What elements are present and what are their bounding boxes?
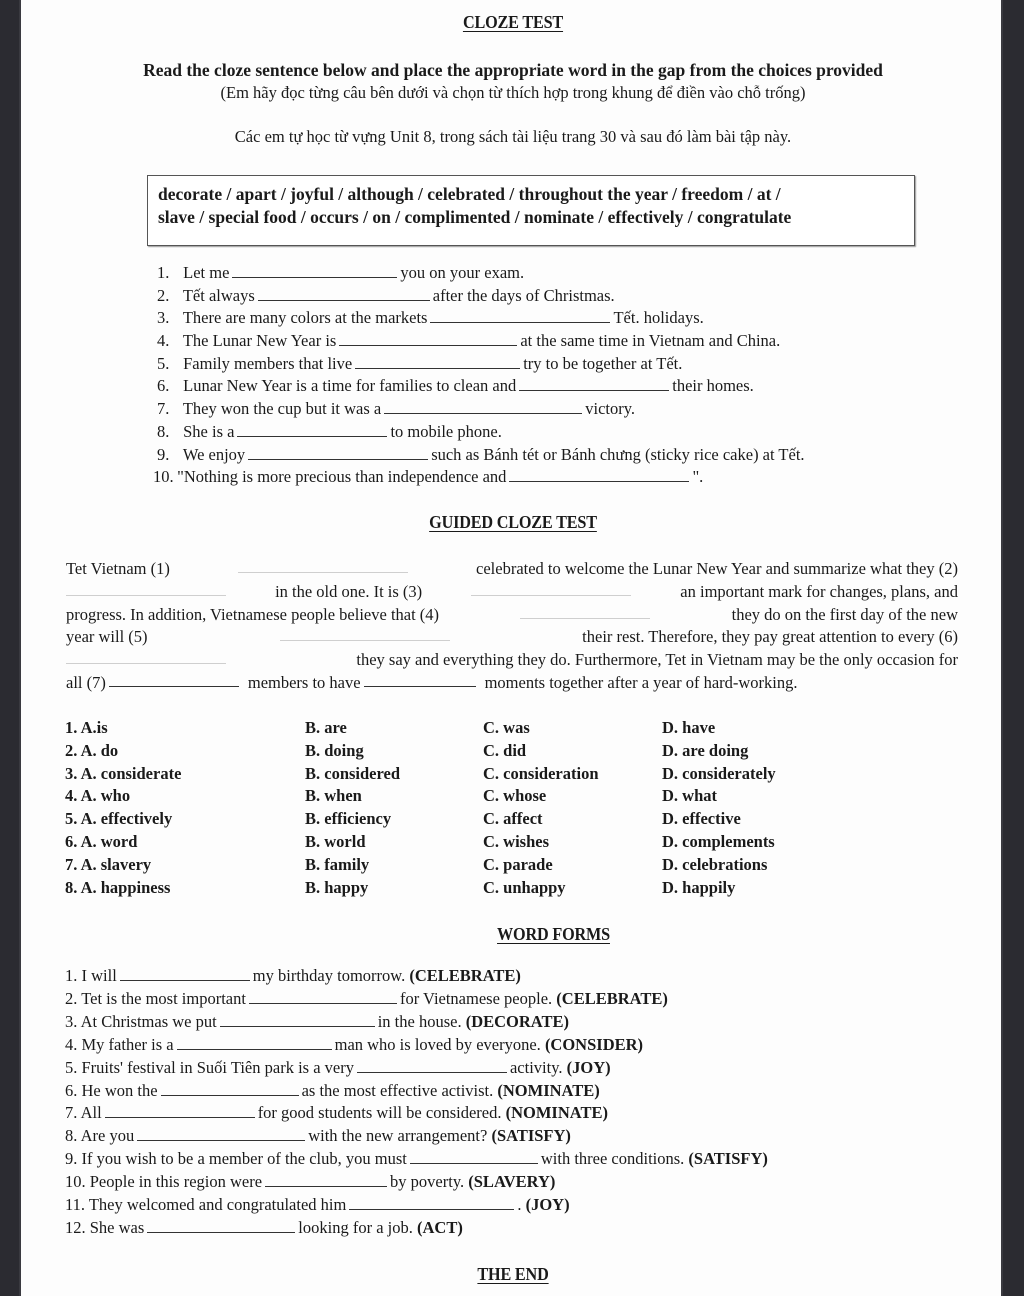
cloze-question	[157, 330, 805, 353]
the-end-label: THE END	[477, 1264, 549, 1284]
option-6-a[interactable]: 6. A. word	[65, 832, 138, 851]
option-3-d[interactable]: D. considerately	[662, 763, 776, 783]
option-8-a[interactable]: 8. A. happiness	[65, 877, 171, 897]
question-text-before: Tết always	[182, 285, 255, 305]
item-text-before: 5. Fruits' festival in Suối Tiên park is a very	[65, 1057, 354, 1077]
option-1-d[interactable]: D. have	[662, 718, 716, 737]
option-4-d[interactable]: D. what	[662, 786, 718, 806]
question-text-after: victory.	[585, 399, 636, 419]
option-6-b[interactable]: B. world	[305, 832, 366, 851]
answer-blank[interactable]	[509, 467, 689, 482]
question-text-before: "Nothing is more precious than independence and	[177, 467, 507, 487]
instruction-vi: (Em hãy đọc từng câu bên dưới và chọn từ thích hợp trong khung để điền vào chỗ trống)	[220, 83, 806, 102]
item-text-before: 11. They welcomed and congratulated him	[65, 1195, 347, 1214]
para-text: celebrated to welcome the Lunar New Year and summarize what they (2)	[476, 559, 958, 578]
root-word: (NOMINATE)	[505, 1103, 608, 1123]
item-text-before: 6. He won the	[65, 1080, 158, 1100]
root-word: (CELEBRATE)	[409, 966, 521, 985]
item-text-after: by poverty.	[390, 1172, 465, 1192]
item-text-after: with three conditions.	[540, 1149, 685, 1169]
question-text-after: their homes.	[672, 376, 754, 396]
answer-blank[interactable]	[232, 263, 397, 278]
root-word: (CELEBRATE)	[556, 988, 668, 1008]
cloze-question	[157, 444, 805, 467]
para-text: progress. In addition, Vietnamese people believe that (4)	[66, 604, 440, 624]
item-text-after: in the house.	[377, 1011, 462, 1031]
cloze-question	[157, 307, 805, 330]
word-form-item	[65, 1103, 608, 1123]
question-text-after: ".	[692, 467, 704, 487]
question-number: 2.	[157, 285, 170, 305]
root-word: (SLAVERY)	[468, 1172, 556, 1192]
item-text-after: my birthday tomorrow.	[252, 966, 406, 985]
word-form-item	[65, 1149, 768, 1169]
root-word: (SATISFY)	[491, 1126, 571, 1146]
question-number: 9.	[157, 444, 170, 464]
word-form-item	[65, 1126, 571, 1146]
option-1-c[interactable]: C. was	[483, 718, 530, 737]
option-7-d[interactable]: D. celebrations	[662, 854, 768, 874]
option-6-c[interactable]: C. wishes	[483, 832, 550, 851]
root-word: (SATISFY)	[688, 1149, 768, 1169]
para-text: in the old one. It is (3)	[275, 581, 423, 601]
cloze-question	[157, 353, 805, 376]
option-5-a[interactable]: 5. A. effectively	[65, 809, 173, 829]
item-text-after: looking for a job.	[298, 1217, 413, 1237]
word-box-line-1: decorate / apart / joyful / although / celebrated / throughout the year / freedom / at /	[158, 184, 781, 204]
guided-cloze-title: GUIDED CLOZE TEST	[429, 512, 597, 532]
option-8-d[interactable]: D. happily	[662, 877, 736, 897]
blank-5[interactable]	[280, 626, 450, 641]
para-text: Tet Vietnam (1)	[66, 559, 170, 578]
option-2-d[interactable]: D. are doing	[662, 740, 749, 760]
word-form-item	[65, 966, 521, 986]
question-number: 3.	[157, 308, 170, 328]
answer-blank[interactable]	[410, 1149, 538, 1164]
option-4-b[interactable]: B. when	[305, 786, 362, 806]
item-text-before: 3. At Christmas we put	[65, 1011, 217, 1031]
item-text-after: man who is loved by everyone.	[334, 1034, 541, 1054]
word-form-item	[65, 1172, 555, 1192]
item-text-before: 2. Tet is the most important	[65, 988, 246, 1008]
option-3-a[interactable]: 3. A. considerate	[65, 763, 182, 783]
word-form-item	[65, 989, 668, 1009]
question-text-before: Family members that live	[183, 353, 353, 373]
item-text-after: as the most effective activist.	[301, 1080, 494, 1100]
blank-3[interactable]	[471, 581, 631, 596]
question-number: 8.	[157, 421, 170, 441]
question-text-after: try to be together at Tết.	[523, 353, 683, 373]
question-text-after: you on your exam.	[400, 263, 525, 282]
answer-blank[interactable]	[120, 966, 250, 981]
option-8-c[interactable]: C. unhappy	[483, 877, 566, 897]
question-number: 1.	[157, 263, 170, 282]
self-study-note: Các em tự học từ vựng Unit 8, trong sách tài liệu trang 30 và sau đó làm bài tập này.	[234, 127, 792, 146]
answer-blank[interactable]	[220, 1012, 375, 1027]
option-1-b[interactable]: B. are	[305, 718, 347, 737]
para-text: an important mark for changes, plans, and	[680, 581, 958, 601]
question-text-before: Let me	[183, 263, 230, 282]
question-number: 10.	[153, 467, 174, 487]
question-text-before: The Lunar New Year is	[182, 331, 337, 351]
cloze-test-title: CLOZE TEST	[462, 12, 564, 32]
para-text: year will (5)	[66, 627, 148, 647]
option-4-a[interactable]: 4. A. who	[65, 786, 131, 806]
instruction-en: Read the cloze sentence below and place the appropriate word in the gap from the choices provided	[143, 60, 883, 80]
word-box-line-2: slave / special food / occurs / on / complimented / nominate / effectively / congratulate	[158, 207, 792, 227]
question-number: 7.	[157, 399, 170, 419]
para-text: moments together after a year of hard-working.	[484, 672, 798, 692]
answer-blank[interactable]	[519, 376, 669, 391]
word-form-item	[65, 1195, 570, 1215]
root-word: (NOMINATE)	[497, 1080, 600, 1100]
blank-4[interactable]	[520, 604, 650, 619]
option-5-d[interactable]: D. effective	[662, 809, 741, 829]
answer-blank[interactable]	[249, 989, 397, 1004]
word-form-item	[65, 1058, 611, 1078]
option-7-b[interactable]: B. family	[305, 854, 370, 874]
answer-blank[interactable]	[349, 1195, 514, 1210]
question-text-after: such as Bánh tét or Bánh chưng (sticky rice cake) at Tết.	[431, 444, 805, 464]
item-text-before: 7. All	[65, 1103, 102, 1123]
question-text-before: She is a	[183, 421, 235, 441]
option-5-b[interactable]: B. efficiency	[305, 809, 392, 829]
answer-blank[interactable]	[258, 286, 430, 301]
question-text-after: Tết. holidays.	[613, 308, 704, 328]
item-text-after: for Vietnamese people.	[399, 988, 553, 1008]
item-text-before: 8. Are you	[65, 1126, 135, 1146]
option-7-c[interactable]: C. parade	[483, 854, 553, 874]
answer-blank[interactable]	[161, 1081, 299, 1096]
cloze-question	[157, 375, 805, 398]
blank-6[interactable]	[66, 649, 226, 664]
answer-blank[interactable]	[357, 1058, 507, 1073]
question-text-before: They won the cup but it was a	[182, 399, 382, 419]
item-text-after: for good students will be considered.	[257, 1103, 502, 1123]
root-word: (JOY)	[566, 1057, 611, 1077]
word-form-item	[65, 1218, 463, 1238]
option-3-b[interactable]: B. considered	[305, 763, 401, 783]
question-number: 5.	[157, 353, 170, 373]
word-forms-title: WORD FORMS	[497, 924, 610, 944]
answer-blank[interactable]	[339, 331, 517, 346]
cloze-question	[153, 466, 805, 489]
item-text-after: activity.	[509, 1057, 563, 1077]
root-word: (DECORATE)	[465, 1011, 569, 1031]
option-7-a[interactable]: 7. A. slavery	[65, 854, 152, 874]
option-3-c[interactable]: C. consideration	[483, 763, 599, 783]
option-2-c[interactable]: C. did	[483, 740, 527, 760]
cloze-question	[157, 262, 805, 285]
para-text: all (7)	[66, 672, 106, 692]
question-number: 4.	[157, 331, 170, 351]
item-text-before: 9. If you wish to be a member of the club, you must	[65, 1149, 407, 1169]
option-6-d[interactable]: D. complements	[662, 832, 775, 851]
question-text-after: at the same time in Vietnam and China.	[520, 331, 781, 351]
root-word: (ACT)	[417, 1217, 463, 1237]
answer-blank[interactable]	[237, 422, 387, 437]
answer-blank[interactable]	[265, 1172, 387, 1187]
cloze-question	[157, 285, 805, 308]
root-word: (JOY)	[525, 1195, 570, 1214]
answer-blank[interactable]	[105, 1103, 255, 1118]
question-number: 6.	[157, 376, 170, 396]
word-form-item	[65, 1035, 643, 1055]
answer-blank[interactable]	[177, 1035, 332, 1050]
para-text: they say and everything they do. Furthermore, Tet in Vietnam may be the only occasion for	[356, 650, 958, 670]
answer-blank[interactable]	[147, 1218, 295, 1233]
question-text-before: Lunar New Year is a time for families to clean and	[183, 376, 517, 396]
option-4-c[interactable]: C. whose	[483, 786, 547, 806]
root-word: (CONSIDER)	[544, 1034, 644, 1054]
para-text: members to have	[247, 672, 361, 692]
item-text-before: 10. People in this region were	[65, 1172, 263, 1192]
guided-cloze-paragraph	[66, 558, 958, 695]
question-text-after: after the days of Christmas.	[432, 285, 615, 305]
option-5-c[interactable]: C. affect	[483, 809, 543, 829]
answer-blank[interactable]	[384, 399, 582, 414]
cloze-question	[157, 398, 805, 421]
item-text-after: .	[517, 1195, 522, 1214]
answer-blank[interactable]	[355, 354, 520, 369]
cloze-question-list	[153, 262, 805, 489]
option-2-a[interactable]: 2. A. do	[65, 740, 119, 760]
answer-blank[interactable]	[137, 1126, 305, 1141]
blank-1[interactable]	[238, 558, 408, 573]
blank-8[interactable]	[364, 672, 476, 687]
blank-2[interactable]	[66, 581, 226, 596]
item-text-before: 4. My father is a	[65, 1034, 174, 1054]
option-1-a[interactable]: 1. A.is	[65, 718, 108, 737]
para-text: they do on the first day of the new	[731, 604, 958, 624]
word-form-item	[65, 1012, 569, 1032]
cloze-question	[157, 421, 805, 444]
word-form-item	[65, 1081, 600, 1101]
worksheet-page	[19, 0, 1003, 1296]
blank-7[interactable]	[109, 672, 239, 687]
question-text-after: to mobile phone.	[390, 421, 502, 441]
option-8-b[interactable]: B. happy	[305, 877, 369, 897]
answer-blank[interactable]	[430, 308, 610, 323]
option-2-b[interactable]: B. doing	[305, 740, 364, 760]
item-text-before: 12. She was	[65, 1217, 145, 1237]
para-text: their rest. Therefore, they pay great attention to every (6)	[582, 627, 958, 647]
item-text-before: 1. I will	[65, 966, 117, 985]
question-text-before: We enjoy	[182, 444, 246, 464]
question-text-before: There are many colors at the markets	[182, 308, 428, 328]
item-text-after: with the new arrangement?	[308, 1126, 488, 1146]
word-choice-box	[147, 175, 915, 246]
answer-blank[interactable]	[248, 445, 428, 460]
